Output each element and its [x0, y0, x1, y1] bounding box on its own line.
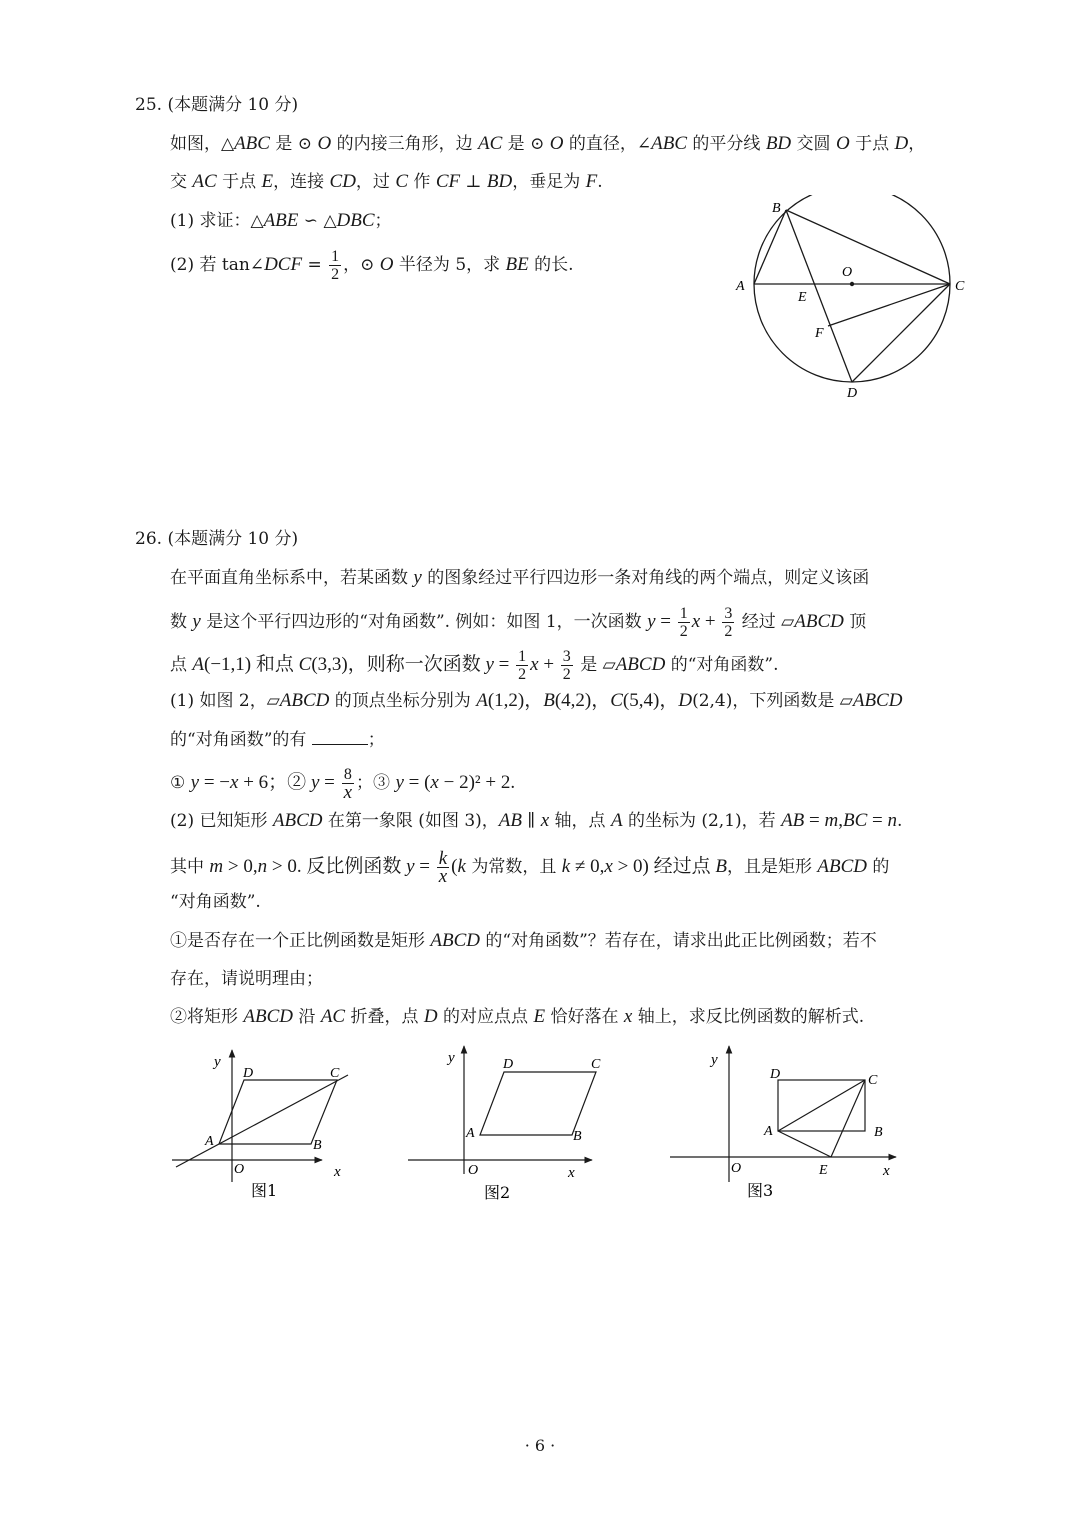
label-b: B: [772, 201, 781, 216]
fraction: $\frac{3}{2}$: [562, 648, 571, 683]
segment-cd: [852, 284, 950, 382]
fraction: $\frac{8}{x}$: [343, 766, 353, 803]
figure-3: [670, 1046, 896, 1200]
fraction: $\frac{k}{x}$: [438, 848, 448, 887]
q26-subpart-1: ①是否存在一个正比例函数是矩形 ABCD 的“对角函数”？若存在，请求出此正比例函数；若不: [170, 930, 877, 951]
circle-o: [754, 195, 950, 382]
segment-ab: [754, 210, 786, 284]
parallelogram-abcd: [480, 1072, 596, 1135]
label-d: D: [847, 386, 858, 401]
label-b: B: [573, 1129, 582, 1144]
label-a: A: [205, 1134, 214, 1149]
label-o: O: [731, 1161, 742, 1176]
label-o: O: [468, 1163, 479, 1178]
segment-ec: [831, 1080, 865, 1157]
figure-1: [172, 1050, 348, 1200]
q26-part-1: (1) 如图 2，▱ABCD 的顶点坐标分别为 A(1,2)，B(4,2)，C(5,4)，D(2,4)，下列函数是 ▱ABCD: [170, 690, 903, 711]
label-c: C: [868, 1073, 878, 1088]
q25-heading: 25. (本题满分 10 分): [135, 95, 299, 115]
q26-heading: 26. (本题满分 10 分): [135, 529, 299, 549]
label-y: y: [711, 1052, 718, 1068]
label-x: x: [883, 1163, 890, 1179]
label-o: O: [842, 265, 853, 280]
label-o: O: [234, 1162, 245, 1177]
q26-line-2: 数 y 是这个平行四边形的“对角函数”. 例如：如图 1，一次函数 y = $\frac{1}{2}$ x + $\frac{3}{2}$ 经过 ▱ABCD 顶: [170, 605, 867, 640]
label-x: x: [568, 1165, 575, 1181]
q25-circle-figure: [725, 195, 975, 405]
q26-line-8: 其中 m > 0,n > 0. 反比例函数 y = $\frac{k}{x}$ (k 为常数，且 k ≠ 0,x > 0) 经过点 B，且是矩形 ABCD 的: [170, 848, 890, 887]
label-c: C: [330, 1066, 340, 1081]
q25-line-2: 交 AC 于点 E，连接 CD，过 C 作 CF ⊥ BD，垂足为 F.: [170, 171, 603, 192]
label-b: B: [874, 1125, 883, 1140]
fraction: $\frac{1}{2}$: [518, 648, 527, 683]
label-y: y: [214, 1054, 221, 1070]
label-d: D: [770, 1067, 781, 1082]
q26-line-9: “对角函数”.: [170, 892, 261, 912]
q25-part-2: (2) 若 tan∠DCF = $\frac{1}{2}$ ，⊙ O 半径为 5，求 BE 的长.: [170, 248, 574, 283]
diagonal-line-function: [176, 1075, 348, 1167]
q26-line-11: 存在，请说明理由；: [170, 969, 323, 989]
label-c: C: [591, 1057, 601, 1072]
caption-2: 图2: [484, 1183, 511, 1202]
q25-part-1: (1) 求证：△ABE ∽ △DBC；: [170, 210, 392, 231]
q26-line-3: 点 A(−1,1) 和点 C(3,3)，则称一次函数 y = $\frac{1}{2}$ x + $\frac{3}{2}$ 是 ▱ABCD 的“对角函数”.: [170, 648, 779, 683]
q26-figures: [0, 1040, 1080, 1210]
label-e: E: [798, 290, 807, 305]
label-c: C: [955, 279, 965, 294]
diagonal-ac: [778, 1080, 865, 1131]
q26-options: ① y = −x + 6；② y = $\frac{8}{x}$ ；③ y = (x − 2)² + 2.: [170, 766, 516, 803]
q26-part-2: (2) 已知矩形 ABCD 在第一象限 (如图 3)，AB ∥ x 轴，点 A 的坐标为 (2,1)，若 AB = m,BC = n.: [170, 810, 903, 831]
label-f: F: [815, 326, 824, 341]
page-number: · 6 ·: [524, 1436, 556, 1455]
answer-blank: [312, 728, 368, 745]
q26-line-1: 在平面直角坐标系中，若某函数 y 的图象经过平行四边形一条对角线的两个端点，则定义该函: [170, 567, 870, 588]
label-y: y: [448, 1050, 455, 1066]
label-b: B: [313, 1138, 322, 1153]
label-a: A: [764, 1124, 773, 1139]
fraction: $\frac{1}{2}$: [679, 605, 688, 640]
figure-2: [408, 1046, 601, 1202]
label-e: E: [819, 1163, 828, 1178]
segment-ae: [778, 1131, 831, 1157]
center-point: [850, 282, 854, 286]
q26-line-5: 的“对角函数”的有 ；: [170, 730, 385, 750]
caption-3: 图3: [747, 1181, 774, 1200]
fraction: $\frac{1}{2}$: [331, 248, 340, 283]
q25-line-1: 如图，△ABC 是 ⊙ O 的内接三角形，边 AC 是 ⊙ O 的直径，∠ABC 的平分线 BD 交圆 O 于点 D，: [170, 133, 926, 154]
q26-subpart-2: ②将矩形 ABCD 沿 AC 折叠，点 D 的对应点点 E 恰好落在 x 轴上，求反比例函数的解析式.: [170, 1006, 865, 1027]
segment-cf: [828, 284, 950, 326]
fraction: $\frac{3}{2}$: [724, 605, 733, 640]
caption-1: 图1: [251, 1181, 278, 1200]
label-a: A: [736, 279, 745, 294]
label-x: x: [334, 1164, 341, 1180]
label-d: D: [243, 1066, 254, 1081]
label-a: A: [466, 1126, 475, 1141]
label-d: D: [503, 1057, 514, 1072]
